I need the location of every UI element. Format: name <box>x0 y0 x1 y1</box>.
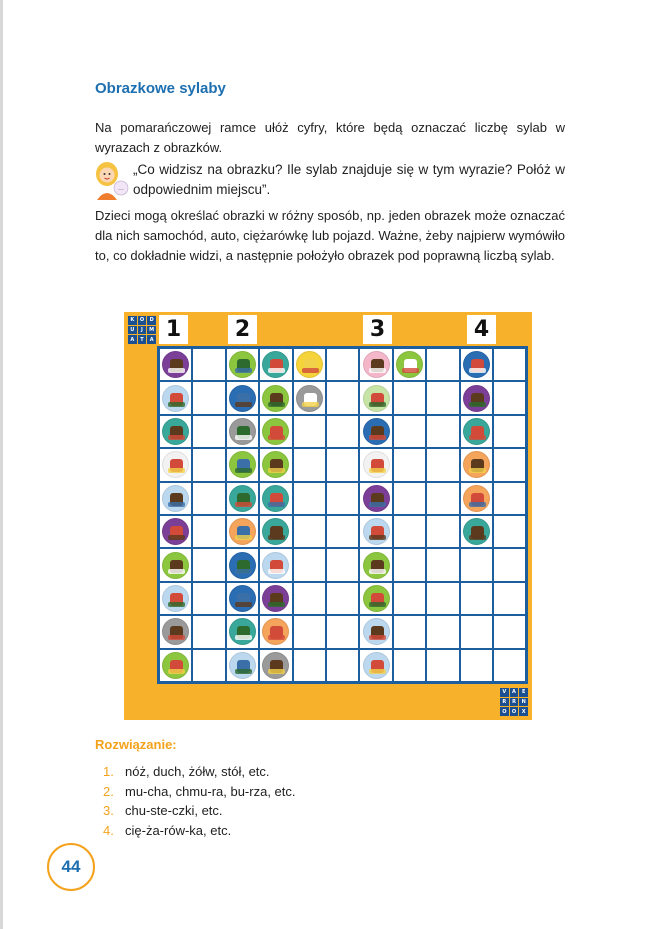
comb-picture-icon[interactable] <box>229 518 256 545</box>
logo-letter: O <box>500 707 509 716</box>
grid-cell[interactable] <box>359 582 392 615</box>
grid-cell[interactable] <box>493 448 526 481</box>
grid-cell[interactable] <box>293 582 326 615</box>
section-title: Obrazkowe sylaby <box>95 80 226 97</box>
grid-cell[interactable] <box>192 649 225 682</box>
grid-cell[interactable] <box>326 615 359 648</box>
picture-shape <box>268 669 285 674</box>
shoe-picture-icon[interactable] <box>162 618 189 645</box>
grid-cell[interactable] <box>326 348 359 381</box>
grid-cell[interactable] <box>293 348 326 381</box>
picture-shape <box>369 435 386 440</box>
grid-cell[interactable] <box>293 548 326 581</box>
picture-shape <box>369 502 386 507</box>
grid-cell[interactable] <box>226 482 259 515</box>
ghost-picture-icon[interactable] <box>162 385 189 412</box>
hydrant-picture-icon[interactable] <box>229 618 256 645</box>
grid-cell[interactable] <box>393 482 426 515</box>
grid-cell[interactable] <box>192 381 225 414</box>
logo-letter: M <box>149 326 155 333</box>
lamp-picture-icon[interactable] <box>363 385 390 412</box>
picture-shape <box>168 569 185 574</box>
solution-item: 4. cię-ża-rów-ka, etc. <box>103 822 232 838</box>
picture-shape <box>235 368 252 373</box>
tree-picture-icon[interactable] <box>363 518 390 545</box>
boot-picture-icon[interactable] <box>229 552 256 579</box>
picture-shape <box>168 368 185 373</box>
grid-cell[interactable] <box>259 348 292 381</box>
basket-picture-icon[interactable] <box>396 351 423 378</box>
grid-cell[interactable] <box>393 649 426 682</box>
grid-cell[interactable] <box>426 415 459 448</box>
grid-cell[interactable] <box>426 649 459 682</box>
grid-cell[interactable] <box>426 448 459 481</box>
picture-shape <box>268 435 285 440</box>
picture-shape <box>235 535 252 540</box>
grid-cell[interactable] <box>426 548 459 581</box>
syllable-number-1: 1 <box>159 315 188 344</box>
grid-cell[interactable] <box>460 482 493 515</box>
picture-shape <box>469 402 486 407</box>
grid-cell[interactable] <box>359 649 392 682</box>
grid-cell[interactable] <box>159 348 192 381</box>
picture-shape <box>268 635 285 640</box>
picture-shape <box>268 468 285 473</box>
grid-cell[interactable] <box>326 415 359 448</box>
mountain-picture-icon[interactable] <box>262 351 289 378</box>
grid-cell[interactable] <box>460 649 493 682</box>
grid-cell[interactable] <box>192 582 225 615</box>
grid-cell[interactable] <box>293 649 326 682</box>
picture-shape <box>168 635 185 640</box>
truck-picture-icon[interactable] <box>463 351 490 378</box>
picture-shape <box>302 402 319 407</box>
grid-cell[interactable] <box>359 615 392 648</box>
grid-cell[interactable] <box>326 515 359 548</box>
grid-cell[interactable] <box>293 381 326 414</box>
grid-cell[interactable] <box>226 448 259 481</box>
picture-shape <box>469 502 486 507</box>
picture-grid <box>157 346 528 684</box>
hippo-picture-icon[interactable] <box>463 451 490 478</box>
page-edge <box>0 0 3 929</box>
logo-letter: R <box>510 698 519 707</box>
grid-cell[interactable] <box>460 415 493 448</box>
picture-shape <box>235 468 252 473</box>
grid-cell[interactable] <box>326 582 359 615</box>
hamster-picture-icon[interactable] <box>262 485 289 512</box>
picture-shape <box>268 569 285 574</box>
picture-shape <box>168 602 185 607</box>
grid-cell[interactable] <box>359 548 392 581</box>
picture-shape <box>235 502 252 507</box>
picture-shape <box>302 368 319 373</box>
logo-letter: O <box>510 707 519 716</box>
grid-cell[interactable] <box>393 348 426 381</box>
grid-cell[interactable] <box>259 615 292 648</box>
logo-letter: R <box>500 698 509 707</box>
grid-cell[interactable] <box>159 381 192 414</box>
logo-letter: U <box>128 326 137 335</box>
logo-letter: A <box>128 335 137 344</box>
grid-cell[interactable] <box>293 415 326 448</box>
grid-cell[interactable] <box>359 482 392 515</box>
picture-shape <box>235 635 252 640</box>
grid-cell[interactable] <box>326 482 359 515</box>
grid-cell[interactable] <box>393 381 426 414</box>
picture-shape <box>369 602 386 607</box>
tree2-picture-icon[interactable] <box>262 552 289 579</box>
grid-cell[interactable] <box>393 615 426 648</box>
teacher-quote: „Co widzisz na obrazku? Ile sylab znajduje się w tym wyrazie? Połóż w odpowiednim miejscu”. <box>133 162 565 197</box>
picture-shape <box>268 402 285 407</box>
teacher-avatar-icon <box>95 160 129 200</box>
cloud-picture-icon[interactable] <box>229 385 256 412</box>
robot-picture-icon[interactable] <box>363 451 390 478</box>
picture-shape <box>168 468 185 473</box>
grid-cell[interactable] <box>259 415 292 448</box>
grid-cell[interactable] <box>460 515 493 548</box>
grid-cell[interactable] <box>159 582 192 615</box>
grid-cell[interactable] <box>493 582 526 615</box>
grid-cell[interactable] <box>426 482 459 515</box>
knife-picture-icon[interactable] <box>162 351 189 378</box>
monkey-picture-icon[interactable] <box>262 585 289 612</box>
picture-shape <box>402 368 419 373</box>
grid-cell[interactable] <box>493 515 526 548</box>
picture-shape <box>268 502 285 507</box>
cow-picture-icon[interactable] <box>262 518 289 545</box>
grid-cell[interactable] <box>393 415 426 448</box>
page-number: 44 <box>47 843 95 891</box>
syllable-number-4: 4 <box>467 315 496 344</box>
logo-letter: D <box>147 316 156 325</box>
giraffe-picture-icon[interactable] <box>363 552 390 579</box>
grid-cell[interactable] <box>159 448 192 481</box>
picture-shape <box>369 368 386 373</box>
grid-cell[interactable] <box>460 582 493 615</box>
mosquito-picture-icon[interactable] <box>229 351 256 378</box>
bird-picture-icon[interactable] <box>363 652 390 679</box>
svg-text:...: ... <box>118 185 124 192</box>
grid-cell[interactable] <box>192 415 225 448</box>
helicopter-picture-icon[interactable] <box>463 418 490 445</box>
solution-item: 3. chu-ste-czki, etc. <box>103 803 223 818</box>
grid-cell[interactable] <box>460 548 493 581</box>
grid-cell[interactable] <box>426 515 459 548</box>
cake-picture-icon[interactable] <box>363 351 390 378</box>
bread-picture-icon[interactable] <box>162 485 189 512</box>
grid-cell[interactable] <box>359 515 392 548</box>
book-picture-icon[interactable] <box>229 652 256 679</box>
ladybug-picture-icon[interactable] <box>363 585 390 612</box>
plate-picture-icon[interactable] <box>296 385 323 412</box>
grid-cell[interactable] <box>159 515 192 548</box>
grid-cell[interactable] <box>192 482 225 515</box>
grid-cell[interactable] <box>159 415 192 448</box>
picture-shape <box>268 602 285 607</box>
picture-shape <box>168 535 185 540</box>
grid-cell[interactable] <box>226 515 259 548</box>
grid-cell[interactable] <box>460 615 493 648</box>
grid-cell[interactable] <box>426 582 459 615</box>
solution-list <box>95 762 296 840</box>
syllable-number-3: 3 <box>363 315 392 344</box>
grid-cell[interactable] <box>460 381 493 414</box>
grid-cell[interactable] <box>226 649 259 682</box>
grid-cell[interactable] <box>460 448 493 481</box>
logo-letter: N <box>519 698 528 707</box>
grid-cell[interactable] <box>192 448 225 481</box>
grid-cell[interactable] <box>159 548 192 581</box>
syllable-number-2: 2 <box>228 315 257 344</box>
cucumber-picture-icon[interactable] <box>363 485 390 512</box>
logo-letter: E <box>519 688 528 697</box>
grid-cell[interactable] <box>326 381 359 414</box>
bed-picture-icon[interactable] <box>229 451 256 478</box>
grid-cell[interactable] <box>226 582 259 615</box>
grid-cell[interactable] <box>493 415 526 448</box>
solution-label: Rozwiązanie: <box>95 737 177 752</box>
grid-cell[interactable] <box>259 582 292 615</box>
kodujmy-logo <box>128 316 156 344</box>
grid-cell[interactable] <box>226 381 259 414</box>
syllable-board <box>124 312 532 720</box>
ladder-picture-icon[interactable] <box>262 618 289 645</box>
jar-picture-icon[interactable] <box>162 518 189 545</box>
storm-picture-icon[interactable] <box>229 418 256 445</box>
grid-cell[interactable] <box>192 615 225 648</box>
grid-cell[interactable] <box>259 548 292 581</box>
glasses-picture-icon[interactable] <box>463 485 490 512</box>
grid-cell[interactable] <box>226 548 259 581</box>
grid-cell[interactable] <box>192 348 225 381</box>
grid-cell[interactable] <box>226 415 259 448</box>
grid-cell[interactable] <box>259 482 292 515</box>
grid-cell[interactable] <box>326 548 359 581</box>
grid-cell[interactable] <box>493 381 526 414</box>
picture-shape <box>369 468 386 473</box>
grid-cell[interactable] <box>426 615 459 648</box>
sock-picture-icon[interactable] <box>262 652 289 679</box>
grid-cell[interactable] <box>493 482 526 515</box>
logo-letter: V <box>500 688 509 697</box>
grid-cell[interactable] <box>259 515 292 548</box>
logo-letter: A <box>510 688 519 697</box>
logo-letter: X <box>519 707 528 716</box>
grid-cell[interactable] <box>426 381 459 414</box>
grid-cell[interactable] <box>192 548 225 581</box>
grid-cell[interactable] <box>426 348 459 381</box>
ear-picture-icon[interactable] <box>229 485 256 512</box>
grid-cell[interactable] <box>359 448 392 481</box>
logo-letter: O <box>138 316 147 325</box>
instruction-text: Na pomarańczowej ramce ułóż cyfry, które będą oznaczać liczbę sylab w wyrazach z obrazków. <box>95 120 565 155</box>
giraffe2-picture-icon[interactable] <box>162 652 189 679</box>
picture-shape <box>235 602 252 607</box>
picture-shape <box>469 368 486 373</box>
table-picture-icon[interactable] <box>162 451 189 478</box>
sunset-picture-icon[interactable] <box>296 351 323 378</box>
logo-letter: J <box>138 326 147 335</box>
picture-shape <box>168 402 185 407</box>
picture-shape <box>369 669 386 674</box>
grid-cell[interactable] <box>359 381 392 414</box>
grid-cell[interactable] <box>493 548 526 581</box>
solution-item: 1. nóż, duch, żółw, stół, etc. <box>103 764 270 779</box>
grid-cell[interactable] <box>393 582 426 615</box>
carrot-picture-icon[interactable] <box>363 618 390 645</box>
grid-cell[interactable] <box>293 448 326 481</box>
grid-cell[interactable] <box>159 615 192 648</box>
explanation-text: Dzieci mogą określać obrazki w różny sposób, np. jeden obrazek może oznaczać dla nich samochód, auto, ciężarówkę lub pojazd. Ważne, żeby najpierw wymówiło to, co dokładnie widzi, a następnie położyło obrazek pod poprawną liczbą sylab. <box>95 208 565 263</box>
building-picture-icon[interactable] <box>229 585 256 612</box>
picture-shape <box>168 435 185 440</box>
picture-shape <box>168 502 185 507</box>
picture-shape <box>369 569 386 574</box>
grid-cell[interactable] <box>393 448 426 481</box>
picture-shape <box>168 669 185 674</box>
picture-shape <box>235 569 252 574</box>
grid-cell[interactable] <box>326 649 359 682</box>
picture-shape <box>235 435 252 440</box>
stick-picture-icon[interactable] <box>262 451 289 478</box>
logo-letter: K <box>128 316 137 325</box>
grid-cell[interactable] <box>293 515 326 548</box>
picture-shape <box>369 402 386 407</box>
publisher-logo <box>500 688 528 716</box>
mushroom-picture-icon[interactable] <box>162 552 189 579</box>
grid-cell[interactable] <box>493 649 526 682</box>
grid-cell[interactable] <box>393 515 426 548</box>
picture-shape <box>268 535 285 540</box>
grid-cell[interactable] <box>159 482 192 515</box>
grid-cell[interactable] <box>259 448 292 481</box>
logo-letter: A <box>147 335 156 344</box>
grid-cell[interactable] <box>359 348 392 381</box>
grid-cell[interactable] <box>460 348 493 381</box>
grid-cell[interactable] <box>159 649 192 682</box>
picture-shape <box>268 368 285 373</box>
picture-shape <box>235 669 252 674</box>
grid-cell[interactable] <box>259 649 292 682</box>
solution-item: 2. mu-cha, chmu-ra, bu-rza, etc. <box>103 783 296 799</box>
grid-cell[interactable] <box>493 615 526 648</box>
grid-cell[interactable] <box>259 381 292 414</box>
door-picture-icon[interactable] <box>162 585 189 612</box>
picture-shape <box>469 435 486 440</box>
turtle-picture-icon[interactable] <box>162 418 189 445</box>
cloud2-picture-icon[interactable] <box>463 518 490 545</box>
logo-letter: T <box>138 335 147 344</box>
picture-shape <box>235 402 252 407</box>
frog-picture-icon[interactable] <box>262 418 289 445</box>
grid-cell[interactable] <box>192 515 225 548</box>
picture-shape <box>469 468 486 473</box>
picture-shape <box>369 535 386 540</box>
grid-cell[interactable] <box>293 615 326 648</box>
picture-shape <box>469 535 486 540</box>
picture-shape <box>369 635 386 640</box>
grid-cell[interactable] <box>293 482 326 515</box>
grid-cell[interactable] <box>326 448 359 481</box>
grid-cell[interactable] <box>226 348 259 381</box>
scooter-picture-icon[interactable] <box>463 385 490 412</box>
field-picture-icon[interactable] <box>262 385 289 412</box>
grid-cell[interactable] <box>493 348 526 381</box>
grid-cell[interactable] <box>359 415 392 448</box>
grid-cell[interactable] <box>226 615 259 648</box>
grid-cell[interactable] <box>393 548 426 581</box>
truck2-picture-icon[interactable] <box>363 418 390 445</box>
